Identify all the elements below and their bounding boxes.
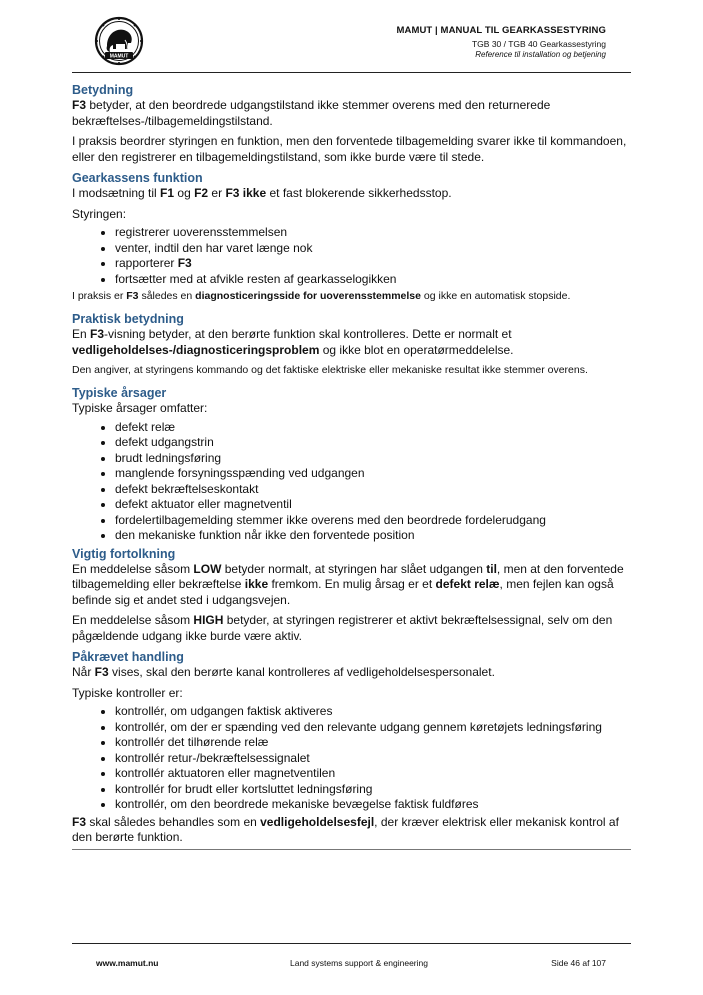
paragraph: I praksis beordrer styringen en funktion, men den forventede tilbagemelding svarer ikke til kommandoen, eller den registrerer en tilbagemeldingstilstand, som ikke burde være til stede.: [72, 134, 627, 164]
section-heading-vigtig: Vigtig fortolkning: [72, 546, 176, 561]
section-heading-gearkassens: Gearkassens funktion: [72, 171, 203, 185]
logo-text: MAMUT: [109, 53, 129, 60]
paragraph: En F3-visning betyder, at den berørte funktion skal kontrolleres. Dette er normalt et vedligeholdelses-/diagnosticeringsproblem og ikke blot en operatørmeddelelse.: [72, 327, 514, 357]
document-title: MAMUT | MANUAL TIL GEARKASSESTYRING: [396, 25, 606, 36]
paragraph: Når F3 vises, skal den berørte kanal kontrolleres af vedligeholdelsespersonalet.: [72, 665, 495, 679]
paragraph: Typiske årsager omfatter:: [72, 401, 208, 415]
list-item: • fordelertilbagemelding stemmer ikke overens med den beordrede fordelerudgang: [115, 513, 632, 529]
list-item: • rapporterer F3: [115, 256, 632, 272]
paragraph: En meddelelse såsom LOW betyder normalt, at styringen har slået udgangen til, men at den forventede tilbagemelding eller bekræftelse ikke fremkom. En mulig årsag er et defekt relæ, men fejlen kan også befinde sig et andet sted i udgangsvejen.: [72, 561, 624, 607]
list-item: • kontrollér, om udgangen faktisk aktiveres: [115, 704, 632, 720]
list-item: • kontrollér aktuatoren eller magnetventilen: [115, 766, 632, 782]
paragraph: En meddelelse såsom HIGH betyder, at styringen registrerer et aktivt bekræftelsessignal, selv om den pågældende udgang ikke burde være aktiv.: [72, 613, 613, 643]
list-item: • venter, indtil den har varet længe nok: [115, 241, 632, 257]
page-number: Side 46 af 107: [551, 958, 606, 968]
list-item: • kontrollér, om den beordrede mekaniske bevægelse faktisk fuldføres: [115, 797, 632, 813]
list-item: • brudt ledningsføring: [115, 451, 632, 467]
paragraph: F3 betyder, at den beordrede udgangstilstand ikke stemmer overens med den returnerede bekræftelses-/tilbagemeldingstilstand.: [72, 98, 551, 128]
list-item: • fortsætter med at afvikle resten af gearkasselogikken: [115, 272, 632, 288]
paragraph: Styringen:: [72, 206, 127, 221]
list-item: • kontrollér det tilhørende relæ: [115, 735, 632, 751]
list-item: • kontrollér, om der er spænding ved den relevante udgang gennem køretøjets ledningsføring: [115, 720, 632, 736]
document-reference: Reference til installation og betjening: [475, 50, 606, 59]
paragraph: Typiske kontroller er:: [72, 685, 183, 700]
section-heading-typiske: Typiske årsager: [72, 386, 167, 400]
list-item: • manglende forsyningsspænding ved udgangen: [115, 466, 632, 482]
list-item: • defekt relæ: [115, 420, 632, 436]
list-item: • kontrollér retur-/bekræftelsessignalet: [115, 751, 632, 767]
bullet-list: [72, 225, 632, 287]
header-divider: [72, 72, 631, 73]
document-subtitle: TGB 30 / TGB 40 Gearkassestyring: [471, 39, 606, 49]
footer-divider: [72, 943, 631, 944]
footer-tagline: Land systems support & engineering: [290, 958, 428, 968]
list-item: • den mekaniske funktion når ikke den forventede position: [115, 528, 632, 544]
mamut-logo-icon: [94, 16, 144, 66]
paragraph: I modsætning til F1 og F2 er F3 ikke et fast blokerende sikkerhedsstop.: [72, 186, 452, 200]
main-content: [72, 82, 632, 851]
list-item: • defekt aktuator eller magnetventil: [115, 497, 632, 513]
footer-website: www.mamut.nu: [96, 958, 159, 968]
content-end-divider: [72, 849, 631, 850]
list-item: • defekt udgangstrin: [115, 435, 632, 451]
section-heading-paakraevet: Påkrævet handling: [72, 650, 184, 664]
note: Den angiver, at styringens kommando og det faktiske elektriske eller mekaniske resultat ikke stemmer overens.: [72, 364, 588, 376]
paragraph: F3 skal således behandles som en vedligeholdelsesfejl, der kræver elektrisk eller mekanisk kontrol af den berørte funktion.: [72, 814, 619, 844]
page-header: [0, 0, 703, 80]
section-heading-praktisk: Praktisk betydning: [72, 312, 184, 326]
list-item: • defekt bekræftelseskontakt: [115, 482, 632, 498]
note: I praksis er F3 således en diagnosticeringsside for uoverensstemmelse og ikke en automatisk stopside.: [72, 290, 571, 302]
list-item: • registrerer uoverensstemmelsen: [115, 225, 632, 241]
bullet-list: [72, 704, 632, 813]
bullet-list: [72, 420, 632, 544]
list-item: • kontrollér for brudt eller kortsluttet ledningsføring: [115, 782, 632, 798]
section-heading-betydning: Betydning: [72, 83, 134, 97]
